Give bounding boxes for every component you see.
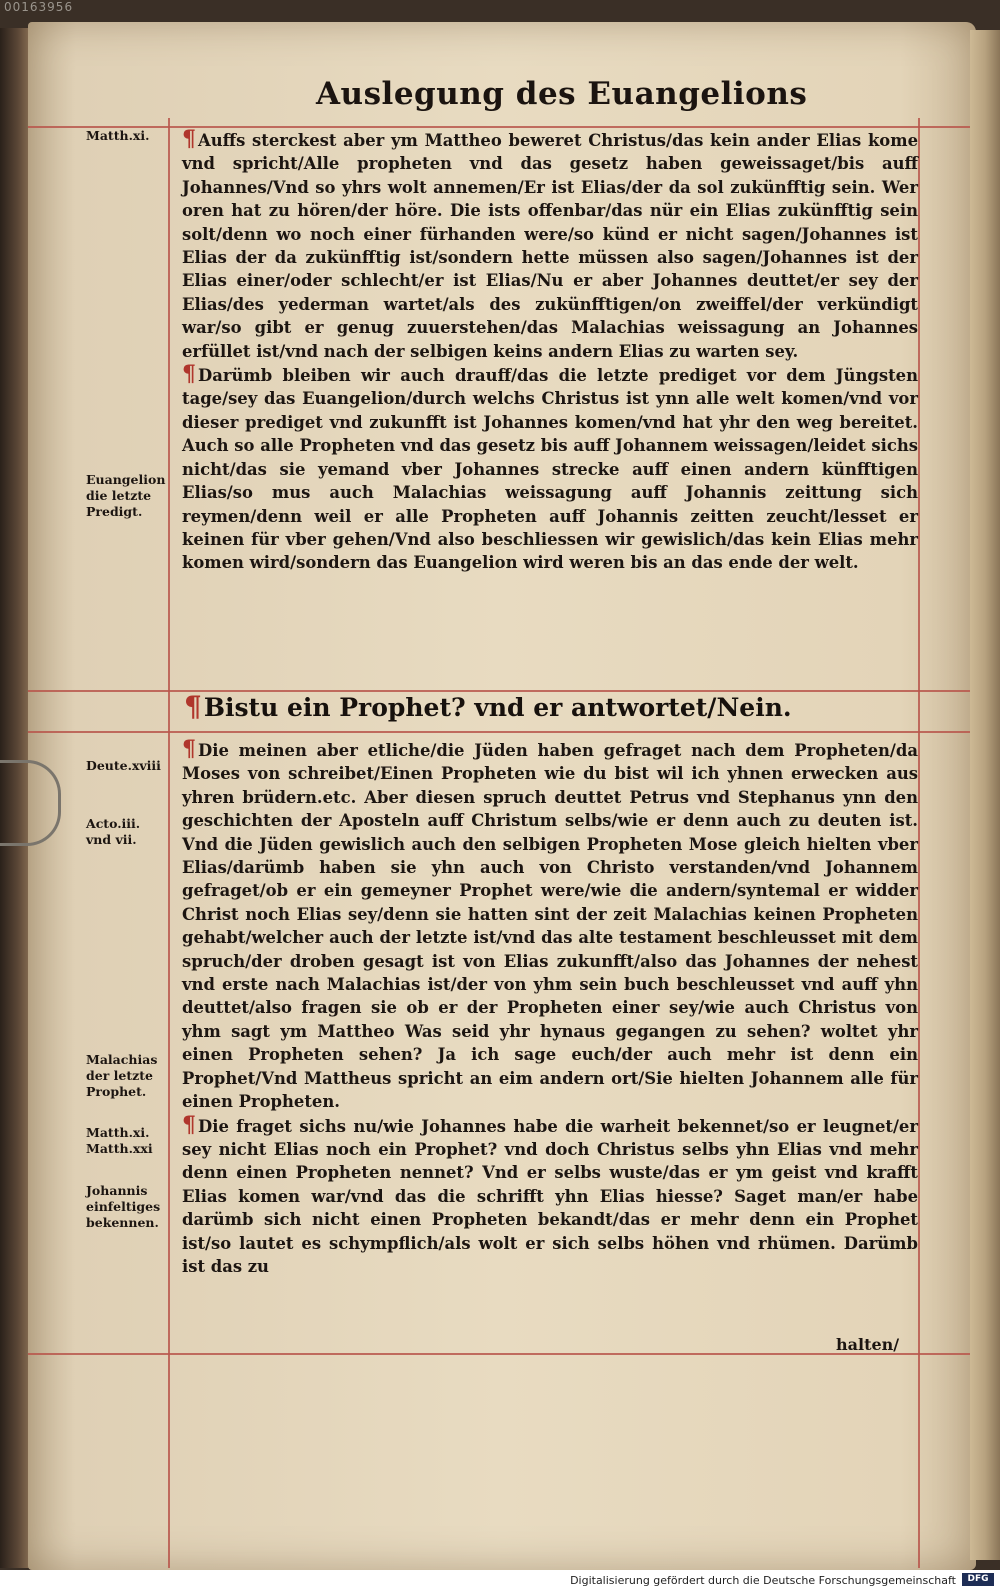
paragraph-text: Darümb bleiben wir auch drauff/das die letzte prediget vor dem Jüngsten tage/sey das Euangelion/durch welchs Christus ist ynn alle welt komen/vnd vor dieser prediget vnd zukunfft ist Johannes komen/vnd hat yhr den weg bereitet. Auch so alle Propheten vnd das gesetz bis auff Johannem weissagen/leidet sichs nicht/das sie yemand vber Johannes strecke auff einen andern künfftigen Elias/so mus auch Malachias weissagung auff Johannis zeittung sich reymen/denn weil er alle Propheten auff Johannis zeitten zeucht/lesset er keinen für vber gehen/Vnd also beschliessen wir gewislich/das kein Elias mehr komen wird/sondern das Euangelion wird weren bis an das ende der welt. [182,366,918,573]
page-edge-right [970,30,1000,1560]
rule-bottom [28,1353,970,1355]
margin-note: Deute.xviii [86,758,161,773]
paragraph-text: Die fraget sichs nu/wie Johannes habe die warheit bekennet/so er leugnet/er sey nicht Elias noch ein Prophet? vnd doch Christus selbs yhn Elias vnd mehr denn einen Propheten nennet? Vnd er selbs wuste/das er ym geist vnd krafft Elias komen war/vnd das die schrifft yhn Elias hiesse? Saget man/er habe darümb sich nicht einen Propheten bekandt/das er mehr denn ein Prophet ist/so lautet es schympflich/als wolt er sich selbs höhen vnd rhümen. Darümb ist das zu [182,1116,918,1276]
pilcrow-mark: ¶ [182,736,196,762]
paragraph-text: Auffs sterckest aber ym Mattheo beweret Christus/das kein ander Elias kome vnd spricht/Alle propheten vnd das gesetz haben geweissaget/bis auff Johannes/Vnd so yhrs wolt annemen/Er ist Elias/der da sol zukünfftig sein. Wer oren hat zu hören/der höre. Die ists offenbar/das nür ein Elias zukünfftig sein solt/denn wo noch einer fürhanden were/so künd er nicht sagen/Johannes ist Elias der da zukünfftig ist/sondern hette müssen also sagen/Johannes ist der Elias einer/oder schlecht/er ist Elias/Nu er aber Johannes deuttet/er sey der Elias/des yederman wartet/als des zukünfftigen/on zweiffel/der verkündigt war/so gibt er genug zuuerstehen/das Malachias weissagung an Johannes erfüllet ist/vnd nach der selbigen keins andern Elias zu warten sey. [182,131,918,361]
paragraph [182,1111,918,1279]
section-heading-text: Bistu ein Prophet? vnd er antwortet/Nein. [203,693,792,722]
paragraph-text: Die meinen aber etliche/die Jüden haben gefraget nach dem Propheten/da Moses von schreibet/Einen Propheten wie du bist wil ich yhnen erwecken aus yhren brüdern.etc. Aber diesen spruch deuttet Petrus vnd Stephanus ynn den geschichten der Aposteln auff Christum selbs/wie er denn auch zu deuten ist. Vnd die Jüden gewislich auch den selbigen Propheten Mose gleich hielten vber Elias/darümb haben sie yhn auch von Christo verstanden/vnd Johannem gefraget/ob er ein gemeyner Prophet were/wie die andern/syntemal er widder Christ noch Elias sey/denn sie hatten sint der zeit Malachias keinen Propheten gehabt/welcher auch der letzte ist/vnd das alte testament beschleusset mit dem spruch/der droben gesagt ist von Elias zukunfft/also das Johannes der nehest vnd erste nach Malachias ist/der von yhm sein buch beschleusset vnd auff yhn deuttet/also fragen sie ob er der Propheten einer sey/wie auch Christus von yhm sagt ym Mattheo Was seid yhr hynaus gegangen zu sehen? woltet yhr einen Propheten sehen? Ja ich sage euch/der auch mehr ist denn ein Prophet/Vnd Mattheus spricht an eim andern ort/Sie hielten Johannem alle für einen Propheten. [182,741,918,1112]
margin-note: Matth.xi. Matth.xxi [86,1125,153,1156]
margin-note: Johannis einfeltiges bekennen. [86,1183,161,1230]
funding-credit: Digitalisierung gefördert durch die Deutsche Forschungsgemeinschaft [570,1574,956,1587]
margin-note: Acto.iii. vnd vii. [86,816,141,847]
section-heading [184,690,914,723]
margin-note: Malachias der letzte Prophet. [86,1052,158,1099]
pilcrow-mark: ¶ [182,361,196,388]
pilcrow-mark: ¶ [182,1111,196,1138]
running-title: Auslegung des Euangelions [316,76,808,112]
paragraph [182,128,918,363]
catchword: halten/ [836,1335,900,1354]
scan-id: 00163956 [4,0,74,14]
paragraph [182,363,918,575]
pilcrow-mark: ¶ [182,126,196,152]
dfg-logo: DFG [962,1573,994,1586]
rule-heading-bottom [28,731,970,733]
rule-margin-right [918,118,920,1568]
page-clip [0,760,61,846]
paragraph [182,738,918,1114]
margin-note: Euangelion die letzte Predigt. [86,472,166,519]
margin-note: Matth.xi. [86,128,150,143]
body-section-lower [182,738,918,1278]
body-section-upper [182,128,918,575]
rule-margin-left [168,118,170,1568]
pilcrow-mark: ¶ [184,690,202,723]
